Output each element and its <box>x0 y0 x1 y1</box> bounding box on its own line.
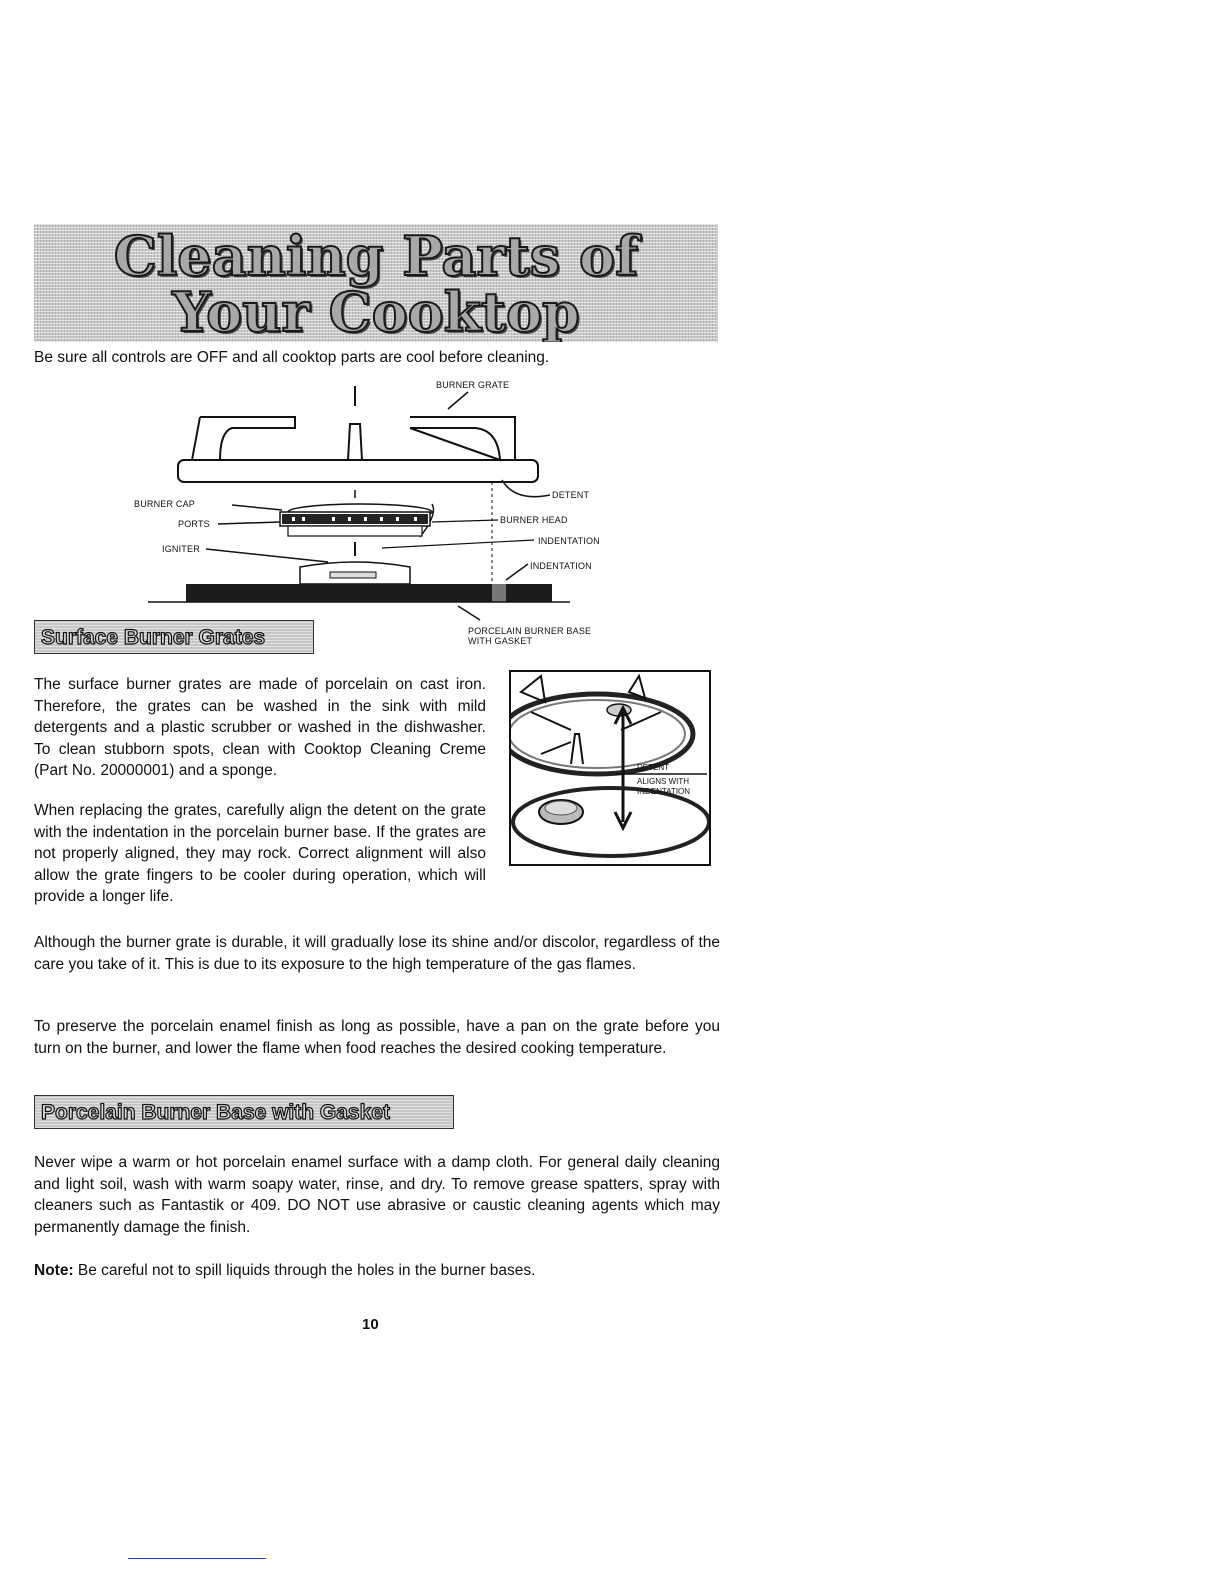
intro-text: Be sure all controls are OFF and all cooktop parts are cool before cleaning. <box>34 349 550 366</box>
paragraph-porcelain-cleaning: Never wipe a warm or hot porcelain enamel surface with a damp cloth. For general daily cleaning and light soil, wash with warm soapy water, rinse, and dry. To remove grease spatters, spray with cleaners such as Fantastik or 409. DO NOT use abrasive or caustic cleaning agents which may permanently damage the finish. <box>34 1154 720 1236</box>
label-igniter: IGNITER <box>162 544 200 554</box>
page-title-line-1: Cleaning Parts of <box>113 224 639 288</box>
grate-alignment-photo <box>509 670 711 866</box>
label-detent: DETENT <box>552 490 590 500</box>
paragraph-replacing-grates: When replacing the grates, carefully align the detent on the grate with the indentation in the porcelain burner base. If the grates are not properly aligned, they may rock. Correct alignment will also allow the grate fingers to be cooler during operation, which will provide a longer life. <box>34 802 486 905</box>
label-indentation-2: INDENTATION <box>530 561 592 571</box>
photo-label-detent: DETENT <box>637 763 669 772</box>
page-title-line-2: Your Cooktop <box>172 280 580 342</box>
note <box>34 1260 720 1281</box>
label-indentation-1: INDENTATION <box>538 536 600 546</box>
label-burner-cap: BURNER CAP <box>134 499 196 509</box>
paragraph-preserve-finish: To preserve the porcelain enamel finish as long as possible, have a pan on the grate before you turn on the burner, and lower the flame when food reaches the desired cooking temperature. <box>34 1018 720 1057</box>
label-burner-head: BURNER HEAD <box>500 515 568 525</box>
note-text: Be careful not to spill liquids through the holes in the burner bases. <box>77 1262 536 1279</box>
label-ports: PORTS <box>178 519 210 529</box>
section-heading-surface-burner-grates: Surface Burner Grates <box>34 620 314 654</box>
paragraph-grate-durability: Although the burner grate is durable, it will gradually lose its shine and/or discolor, regardless of the care you take of it. This is due to its exposure to the high temperature of the gas flames. <box>34 934 720 973</box>
grate-alignment-illustration <box>511 672 709 864</box>
porcelain-burner-base-drawing <box>148 562 570 602</box>
burner-head-drawing <box>280 512 430 536</box>
photo-label-indentation: INDENTATION <box>637 787 691 796</box>
label-burner-grate: BURNER GRATE <box>436 380 510 390</box>
burner-exploded-diagram <box>120 372 640 662</box>
title-banner <box>34 224 718 342</box>
footer-rule <box>128 1558 266 1559</box>
label-base-line-2: WITH GASKET <box>468 636 533 646</box>
burner-grate-drawing <box>178 417 538 482</box>
label-base-line-1: PORCELAIN BURNER BASE <box>468 626 592 636</box>
page-number: 10 <box>362 1316 379 1333</box>
photo-label-aligns-with: ALIGNS WITH <box>637 777 690 786</box>
paragraph-grates-material: The surface burner grates are made of porcelain on cast iron. Therefore, the grates can be washed in the sink with mild detergents and a plastic scrubber or washed in the dishwasher. To clean stubborn spots, clean with Cooktop Cleaning Creme (Part No. 20000001) and a sponge. <box>34 676 486 779</box>
note-label: Note: <box>34 1262 74 1279</box>
section-heading-porcelain-burner-base: Porcelain Burner Base with Gasket <box>34 1095 454 1129</box>
